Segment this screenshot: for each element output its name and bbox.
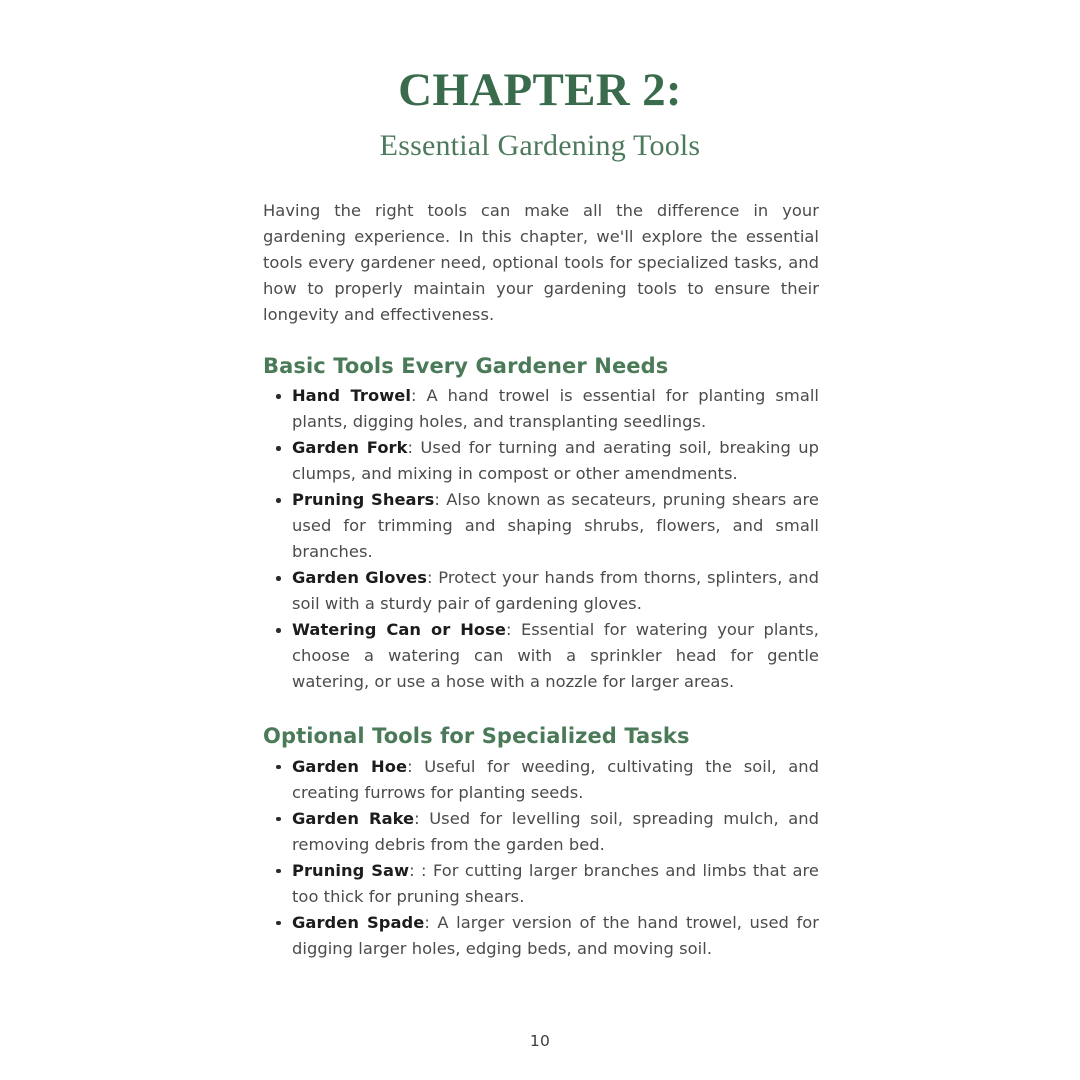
list-item-description: : : For cutting larger branches and limbs that are too thick for pruning shears. xyxy=(292,860,819,906)
list-item-term: Garden Fork xyxy=(292,438,408,458)
list-item xyxy=(263,487,819,565)
document-content xyxy=(263,198,819,962)
chapter-title-block xyxy=(0,0,1080,162)
list-item-description: : Used for levelling soil, spreading mulch, and removing debris from the garden bed. xyxy=(292,808,819,854)
list-item-description: : Useful for weeding, cultivating the soil, and creating furrows for planting seeds. xyxy=(292,756,819,802)
list-item-description: : Also known as secateurs, pruning shears are used for trimming and shaping shrubs, flowers, and small branches. xyxy=(292,490,820,562)
list-item-description: : Protect your hands from thorns, splinters, and soil with a sturdy pair of gardening gloves. xyxy=(292,568,819,614)
page-number: 10 xyxy=(529,1032,551,1050)
list-item-term: Watering Can or Hose xyxy=(292,620,506,640)
list-item-term: Garden Rake xyxy=(292,808,415,828)
list-item xyxy=(263,754,819,806)
list-item-description: : A larger version of the hand trowel, used for digging larger holes, edging beds, and moving soil. xyxy=(292,912,820,958)
list-item-term: Pruning Shears xyxy=(292,490,435,510)
list-item xyxy=(263,565,819,617)
page-title: CHAPTER 2: xyxy=(398,64,682,116)
section-optional-tools xyxy=(263,723,819,961)
section-basic-tools xyxy=(263,353,819,695)
section-heading-basic-tools: Basic Tools Every Gardener Needs xyxy=(263,354,669,378)
list-item xyxy=(263,383,819,435)
list-item xyxy=(263,910,819,962)
tool-list-basic xyxy=(263,383,819,695)
list-item xyxy=(263,617,819,695)
list-item xyxy=(263,435,819,487)
list-item-description: : A hand trowel is essential for planting small plants, digging holes, and transplanting seedlings. xyxy=(292,386,819,432)
intro-paragraph: Having the right tools can make all the difference in your gardening experience. In this chapter, we'll explore the essential tools every gardener need, optional tools for specialized tasks, and how to properly maintain your gardening tools to ensure their longevity and effectiveness. xyxy=(263,201,819,324)
list-item-description: : Essential for watering your plants, choose a watering can with a sprinkler head for gentle watering, or use a hose with a nozzle for larger areas. xyxy=(292,620,819,692)
list-item-description: : Used for turning and aerating soil, breaking up clumps, and mixing in compost or other amendments. xyxy=(292,438,820,484)
list-item xyxy=(263,858,819,910)
list-item-term: Pruning Saw xyxy=(292,860,410,880)
page-subtitle: Essential Gardening Tools xyxy=(379,128,701,162)
list-item xyxy=(263,806,819,858)
list-item-term: Garden Spade xyxy=(292,912,425,932)
list-item-term: Garden Gloves xyxy=(292,568,427,588)
section-heading-optional-tools: Optional Tools for Specialized Tasks xyxy=(263,724,690,749)
tool-list-optional xyxy=(263,754,819,962)
list-item-term: Hand Trowel xyxy=(292,386,412,406)
list-item-term: Garden Hoe xyxy=(292,756,408,776)
